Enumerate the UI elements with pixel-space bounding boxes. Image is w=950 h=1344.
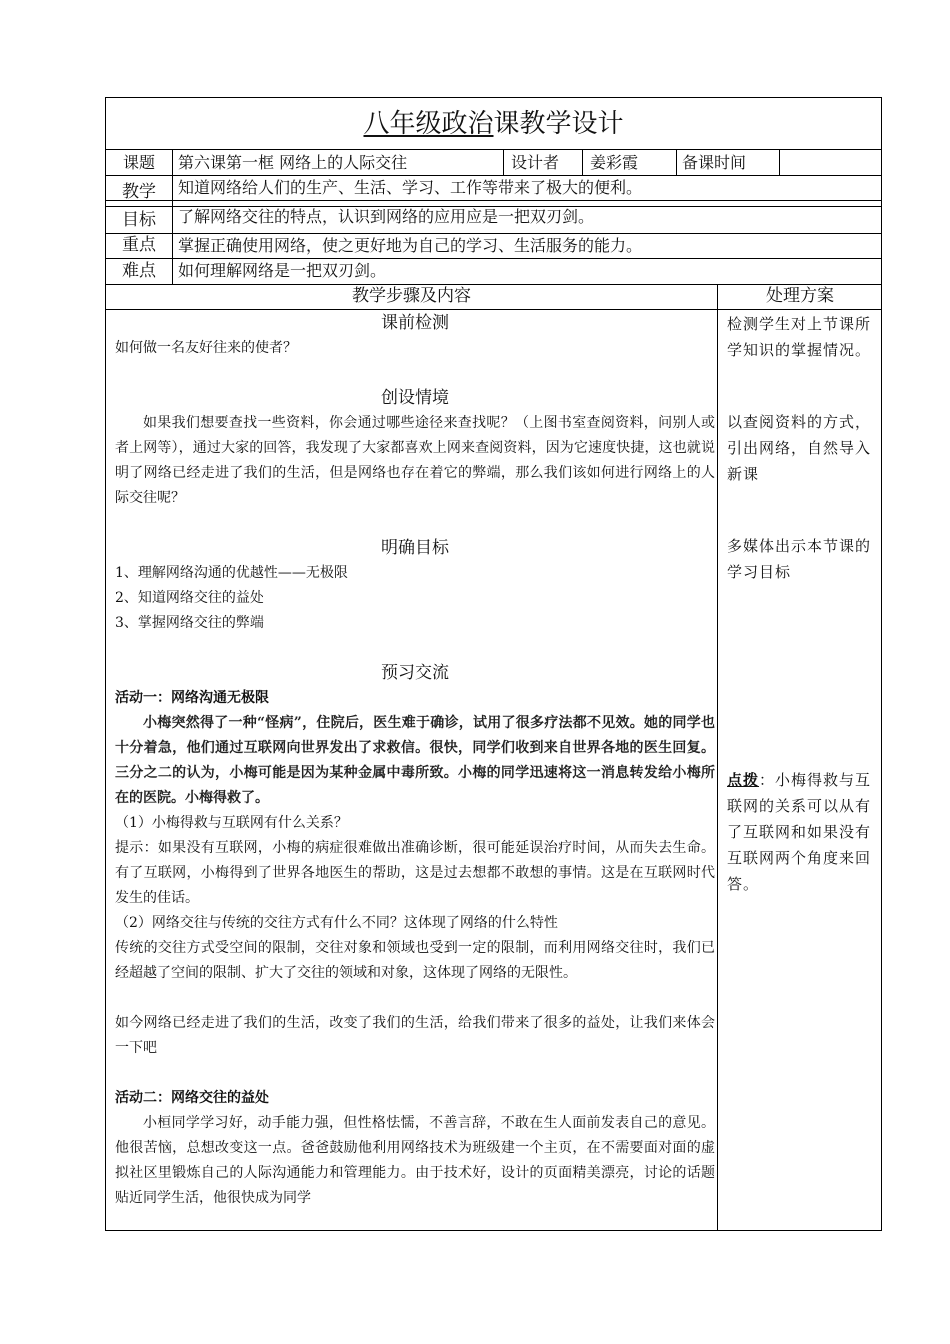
goals-label: 教学 目标	[122, 182, 156, 230]
section-heading: 预习交流	[381, 663, 449, 683]
section-heading: 明确目标	[381, 538, 449, 558]
difficulty-label: 难点	[122, 261, 156, 281]
transition-text: 如今网络已经走进了我们的生活，改变了我们的生活，给我们带来了很多的益处，让我们来体会一下吧	[115, 1015, 715, 1056]
question: （2）网络交往与传统的交往方式有什么不同？这体现了网络的什么特性	[115, 915, 558, 931]
designer-value: 姜彩霞	[590, 153, 639, 172]
teaching-steps	[115, 311, 715, 1211]
key-point-text: 掌握正确使用网络，使之更好地为自己的学习、生活服务的能力。	[178, 236, 643, 255]
plan-column-header: 处理方案	[766, 286, 834, 306]
page-title: 八年级政治课教学设计	[106, 98, 881, 150]
key-point-label: 重点	[122, 235, 156, 255]
question: （1）小梅得救与互联网有什么关系？	[115, 815, 348, 831]
activity-story: 小桓同学学习好，动手能力强，但性格怯懦，不善言辞，不敢在生人面前发表自己的意见。他很苦恼，总想改变这一点。爸爸鼓励他利用网络技术为班级建一个主页，在不需要面对面的虚拟社区里锻炼自己的人际沟通能力和管理能力。由于技术好，设计的页面精美漂亮，讨论的话题贴近同学生活，他很快成为同学	[115, 1115, 715, 1206]
note-scenario: 以查阅资料的方式，引出网络，自然导入新课	[727, 413, 872, 483]
difficulty-text: 如何理解网络是一把双刃剑。	[178, 261, 387, 280]
note-hint: 点拨：小梅得救与互联网的关系可以从有了互联网和如果没有互联网两个角度来回答。	[727, 771, 872, 893]
designer-label: 设计者	[511, 153, 560, 172]
objective-item: 2、知道网络交往的益处	[115, 590, 264, 606]
topic-label: 课题	[122, 153, 155, 172]
pre-check-question: 如何做一名友好往来的使者？	[115, 340, 297, 356]
objective-item: 1、理解网络沟通的优越性——无极限	[115, 565, 348, 581]
section-heading: 课前检测	[381, 313, 449, 333]
note-objectives: 多媒体出示本节课的学习目标	[727, 537, 872, 581]
topic-value: 第六课第一框 网络上的人际交往	[178, 153, 408, 172]
steps-column-header: 教学步骤及内容	[352, 286, 471, 306]
plan-notes	[727, 311, 877, 897]
activity-title: 活动二：网络交往的益处	[115, 1090, 269, 1106]
goal-item: 了解网络交往的特点，认识到网络的应用应是一把双刃剑。	[178, 207, 595, 226]
activity-story: 小梅突然得了一种“怪病”，住院后，医生难于确诊，试用了很多疗法都不见效。她的同学也十分着急，他们通过互联网向世界发出了求救信。很快，同学们收到来自世界各地的医生回复。三分之二的认为，小梅可能是因为某种金属中毒所致。小梅的同学迅速将这一消息转发给小梅所在的医院。小梅得救了。	[115, 715, 715, 806]
lesson-plan-table	[105, 97, 882, 1231]
goal-item: 知道网络给人们的生产、生活、学习、工作等带来了极大的便利。	[178, 178, 643, 197]
activity-title: 活动一：网络沟通无极限	[115, 690, 269, 706]
prep-time-label: 备课时间	[682, 153, 747, 172]
hint-text: 提示：如果没有互联网，小梅的病症很难做出准确诊断，很可能延误治疗时间，从而失去生命。有了互联网，小梅得到了世界各地医生的帮助，这是过去想都不敢想的事情。这是在互联网时代发生的佳话。	[115, 840, 715, 906]
objective-item: 3、掌握网络交往的弊端	[115, 615, 264, 631]
answer-text: 传统的交往方式受空间的限制，交往对象和领域也受到一定的限制，而利用网络交往时，我们已经超越了空间的限制、扩大了交往的领域和对象，这体现了网络的无限性。	[115, 940, 715, 981]
scenario-text: 如果我们想要查找一些资料，你会通过哪些途径来查找呢？（上图书室查阅资料，问别人或者上网等），通过大家的回答，我发现了大家都喜欢上网来查阅资料，因为它速度快捷，这也就说明了网络已经走进了我们的生活，但是网络也存在着它的弊端，那么我们该如何进行网络上的人际交往呢？	[115, 415, 715, 506]
note-pre-check: 检测学生对上节课所学知识的掌握情况。	[727, 315, 872, 359]
section-heading: 创设情境	[381, 388, 449, 408]
